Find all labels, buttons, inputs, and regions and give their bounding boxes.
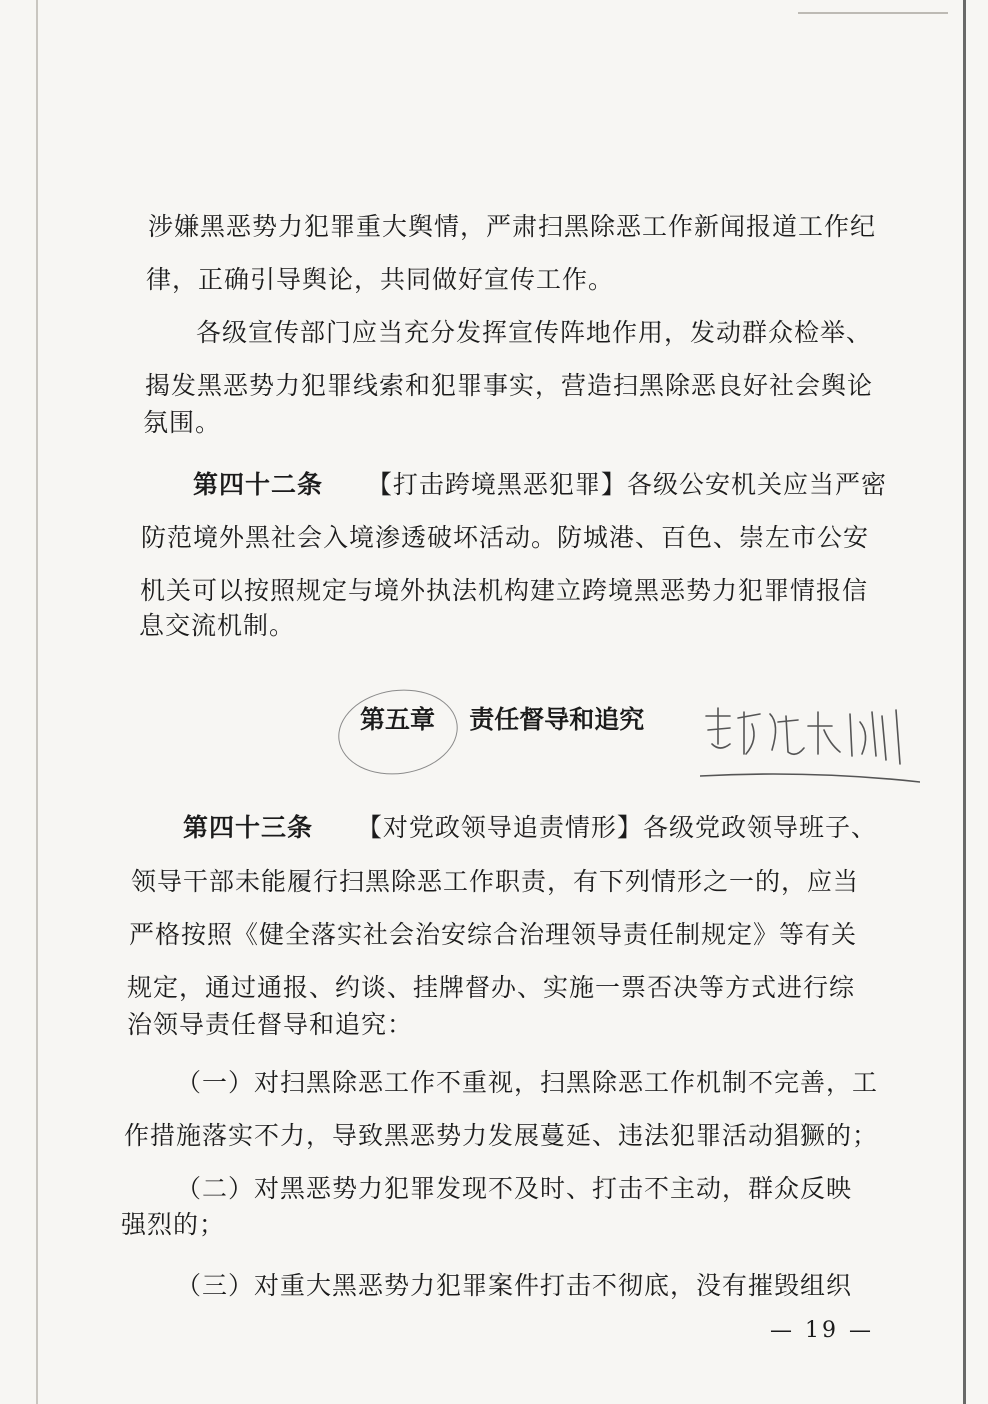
text-line: 律，正确引导舆论，共同做好宣传工作。 [146, 265, 615, 294]
text-line: 治领导责任督导和追究： [127, 1010, 414, 1039]
article-text: 各级公安机关应当严密 [626, 470, 887, 499]
scan-edge-right [963, 0, 966, 1404]
scan-edge-left [36, 0, 38, 1404]
article-number: 第四十三条 [183, 813, 314, 842]
text-line: （一）对扫黑除恶工作不重视，扫黑除恶工作机制不完善，工 [176, 1068, 879, 1097]
text-line: 作措施落实不力，导致黑恶势力发展蔓延、违法犯罪活动猖獗的； [124, 1121, 879, 1150]
text-line: （三）对重大黑恶势力犯罪案件打击不彻底，没有摧毁组织 [176, 1271, 853, 1300]
article-42-first-line [193, 465, 887, 501]
text-line: 各级宣传部门应当充分发挥宣传阵地作用，发动群众检举、 [196, 318, 873, 347]
text-line: 息交流机制。 [139, 611, 296, 640]
text-line: 领导干部未能履行扫黑除恶工作职责，有下列情形之一的，应当 [131, 867, 860, 896]
chapter-title: 责任督导和追究 [469, 705, 645, 734]
article-number: 第四十二条 [193, 470, 324, 499]
text-line: 揭发黑恶势力犯罪线索和犯罪事实，营造扫黑除恶良好社会舆论 [145, 371, 874, 400]
text-line: 严格按照《健全落实社会治安综合治理领导责任制规定》等有关 [129, 920, 858, 949]
handwritten-annotation [700, 704, 920, 784]
text-line: 强烈的； [121, 1210, 226, 1239]
article-43-first-line [183, 808, 877, 844]
page-number: — 19 — [770, 1318, 874, 1343]
text-line: （二）对黑恶势力犯罪发现不及时、打击不主动，群众反映 [176, 1174, 853, 1203]
scan-edge-top [798, 12, 948, 14]
text-line: 规定，通过通报、约谈、挂牌督办、实施一票否决等方式进行综 [127, 973, 856, 1002]
article-title: 【对党政领导追责情形】 [356, 813, 643, 842]
article-text: 各级党政领导班子、 [642, 813, 877, 842]
chapter-heading [336, 700, 644, 736]
text-line: 机关可以按照规定与境外执法机构建立跨境黑恶势力犯罪情报信 [140, 576, 869, 605]
text-line: 氛围。 [143, 408, 222, 437]
text-line: 涉嫌黑恶势力犯罪重大舆情，严肃扫黑除恶工作新闻报道工作纪 [148, 212, 877, 241]
chapter-number: 第五章 [360, 705, 436, 734]
text-line: 防范境外黑社会入境渗透破坏活动。防城港、百色、崇左市公安 [141, 523, 870, 552]
article-title: 【打击跨境黑恶犯罪】 [366, 470, 627, 499]
